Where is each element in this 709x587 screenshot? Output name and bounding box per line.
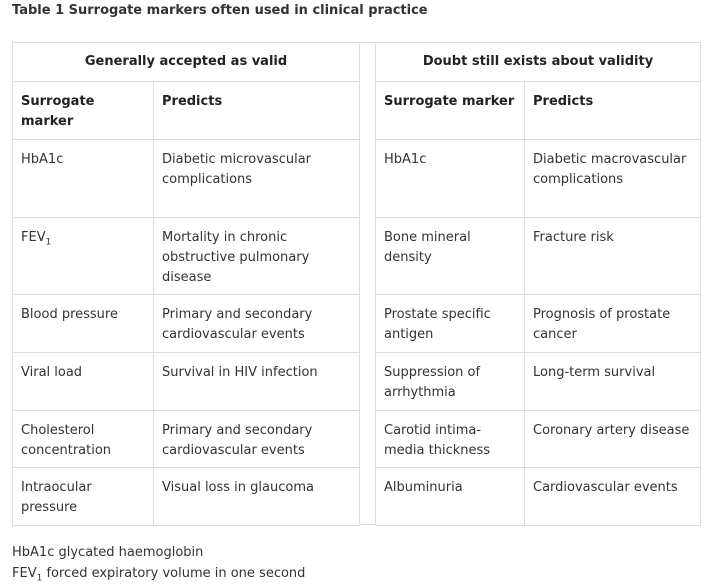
- marker-cell: [13, 218, 154, 295]
- footnote-abbr: HbA1c: [12, 545, 55, 560]
- column-header-surrogate-marker: Surrogate marker: [13, 82, 154, 140]
- predicts-cell: Mortality in chronic obstructive pulmonary disease: [154, 218, 360, 295]
- footnote-fev1: [12, 566, 305, 584]
- predicts-cell: Diabetic microvascular complications: [154, 140, 360, 218]
- predicts-cell: Primary and secondary cardiovascular events: [154, 411, 360, 468]
- marker-cell: Viral load: [13, 353, 154, 411]
- marker-cell: Prostate specific antigen: [376, 295, 525, 353]
- footnote-hba1c: [12, 545, 203, 560]
- valid-markers-table: [12, 42, 360, 526]
- table-row: [13, 411, 360, 468]
- group-header-doubtful: Doubt still exists about validity: [376, 43, 701, 82]
- marker-cell: Albuminuria: [376, 468, 525, 526]
- surrogate-markers-table: [12, 42, 700, 525]
- group-header-valid: Generally accepted as valid: [13, 43, 360, 82]
- column-header-predicts: Predicts: [525, 82, 701, 140]
- predicts-cell: Prognosis of prostate cancer: [525, 295, 701, 353]
- table-title: Table 1 Surrogate markers often used in clinical practice: [12, 3, 428, 18]
- column-header-predicts: Predicts: [154, 82, 360, 140]
- table-row: [13, 468, 360, 526]
- predicts-cell: Diabetic macrovascular complications: [525, 140, 701, 218]
- predicts-cell: Coronary artery disease: [525, 411, 701, 468]
- column-gap: [359, 42, 375, 525]
- predicts-cell: Visual loss in glaucoma: [154, 468, 360, 526]
- marker-cell: HbA1c: [13, 140, 154, 218]
- marker-cell: Cholesterol concentration: [13, 411, 154, 468]
- table-row: [376, 218, 701, 295]
- marker-cell: Blood pressure: [13, 295, 154, 353]
- predicts-cell: Long-term survival: [525, 353, 701, 411]
- table-row: [13, 218, 360, 295]
- marker-cell: Suppression of arrhythmia: [376, 353, 525, 411]
- footnote-abbr: $FEV_1$: [12, 566, 43, 584]
- marker-cell: Bone mineral density: [376, 218, 525, 295]
- fev-label: $FEV_1$: [21, 230, 52, 248]
- table-row: [376, 295, 701, 353]
- footnote-text: forced expiratory volume in one second: [46, 566, 306, 581]
- predicts-cell: Fracture risk: [525, 218, 701, 295]
- predicts-cell: Cardiovascular events: [525, 468, 701, 526]
- table-row: [376, 411, 701, 468]
- doubtful-markers-table: [375, 42, 701, 526]
- table-row: [376, 140, 701, 218]
- column-header-surrogate-marker: Surrogate marker: [376, 82, 525, 140]
- table-row: [13, 140, 360, 218]
- marker-cell: Intraocular pressure: [13, 468, 154, 526]
- predicts-cell: Survival in HIV infection: [154, 353, 360, 411]
- table-row: [13, 295, 360, 353]
- footnote-text: glycated haemoglobin: [58, 545, 204, 560]
- table-row: [376, 468, 701, 526]
- marker-cell: HbA1c: [376, 140, 525, 218]
- predicts-cell: Primary and secondary cardiovascular events: [154, 295, 360, 353]
- marker-cell: Carotid intima-media thickness: [376, 411, 525, 468]
- table-row: [13, 353, 360, 411]
- table-row: [376, 353, 701, 411]
